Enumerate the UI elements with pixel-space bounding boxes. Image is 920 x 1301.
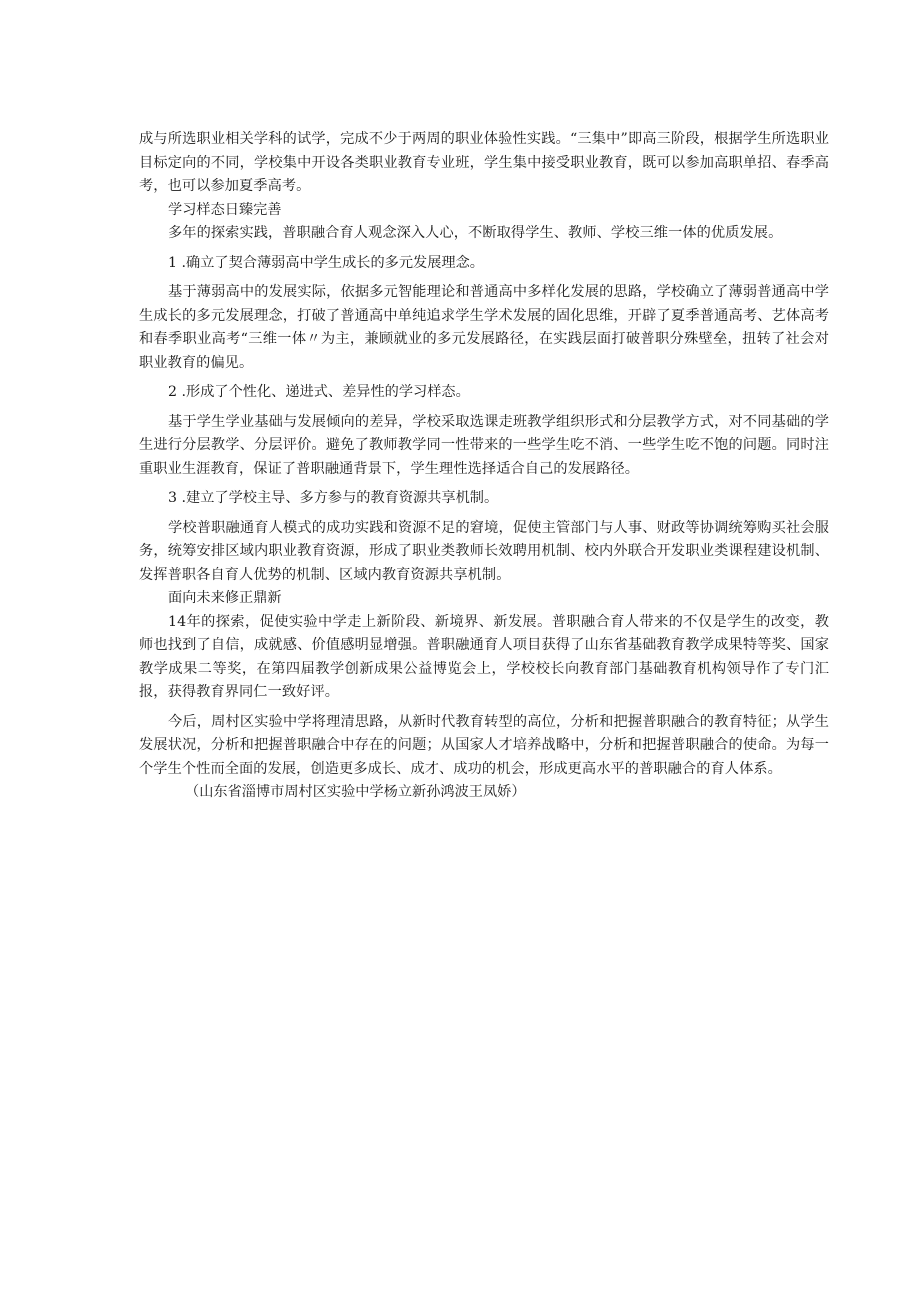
author-signature: （山东省淄博市周村区实验中学杨立新孙鸿波王凤娇） [185, 784, 526, 800]
paragraph-concept: 基于薄弱高中的发展实际，依据多元智能理论和普通高中多样化发展的思路，学校确立了薄弱普通高中学生成长的多元发展理念，打破了普通高中单纯追求学生学术发展的固化思维，开辟了夏季普通高考、艺体高考和春季职业高考“三维一体〃为主，兼顾就业的多元发展路径，在实践层面打破普职分殊壁垒，扭转了社会对职业教育的偏见。 [139, 284, 829, 371]
section-heading-future: 面向未来修正鼎新 [168, 590, 282, 606]
paragraph-learning-style: 基于学生学业基础与发展倾向的差异，学校采取选课走班教学组织形式和分层教学方式，对不同基础的学生进行分层教学、分层评价。避免了教师教学同一性带来的一些学生吃不消、一些学生吃不饱的问题。同时注重职业生涯教育，保证了普职融通背景下，学生理性选择适合自己的发展路径。 [139, 413, 829, 477]
document-body [139, 128, 829, 805]
list-item-1: 1 .确立了契合薄弱高中学生成长的多元发展理念。 [168, 254, 484, 271]
paragraph-intro: 多年的探索实践，普职融合育人观念深入人心，不断取得学生、教师、学校三维一体的优质发展。 [168, 225, 783, 241]
paragraph-resource-sharing: 学校普职融通育人模式的成功实践和资源不足的窘境，促使主管部门与人事、财政等协调统筹购买社会服务，统筹安排区域内职业教育资源，形成了职业类教师长效聘用机制、校内外联合开发职业类课程建设机制、发挥普职各自育人优势的机制、区域内教育资源共享机制。 [139, 519, 829, 583]
paragraph-continuation: 成与所选职业相关学科的试学，完成不少于两周的职业体验性实践。“三集中”即高三阶段，根据学生所选职业目标定向的不同，学校集中开设各类职业教育专业班，学生集中接受职业教育，既可以参加高职单招、春季高考，也可以参加夏季高考。 [139, 131, 829, 194]
section-heading-learning: 学习样态日臻完善 [168, 201, 282, 218]
list-item-3: 3 .建立了学校主导、多方参与的教育资源共享机制。 [168, 490, 499, 506]
list-item-2: 2 .形成了个性化、递进式、差异性的学习样态。 [168, 384, 470, 400]
paragraph-outlook: 今后，周村区实验中学将理清思路，从新时代教育转型的高位，分析和把握普职融合的教育特征；从学生发展状况，分析和把握普职融合中存在的问题；从国家人才培养战略中，分析和把握普职融合的使命。为每一个学生个性而全面的发展，创造更多成长、成才、成功的机会，形成更高水平的普职融合的育人体系。 [139, 713, 829, 777]
paragraph-achievements: 14年的探索，促使实验中学走上新阶段、新境界、新发展。普职融合育人带来的不仅是学生的改变，教师也找到了自信，成就感、价值感明显增强。普职融通育人项目获得了山东省基础教育教学成果特等奖、国家教学成果二等奖，在第四届教学创新成果公益博览会上，学校校长向教育部门基础教育机构领导作了专门汇报，获得教育界同仁一致好评。 [139, 613, 829, 700]
